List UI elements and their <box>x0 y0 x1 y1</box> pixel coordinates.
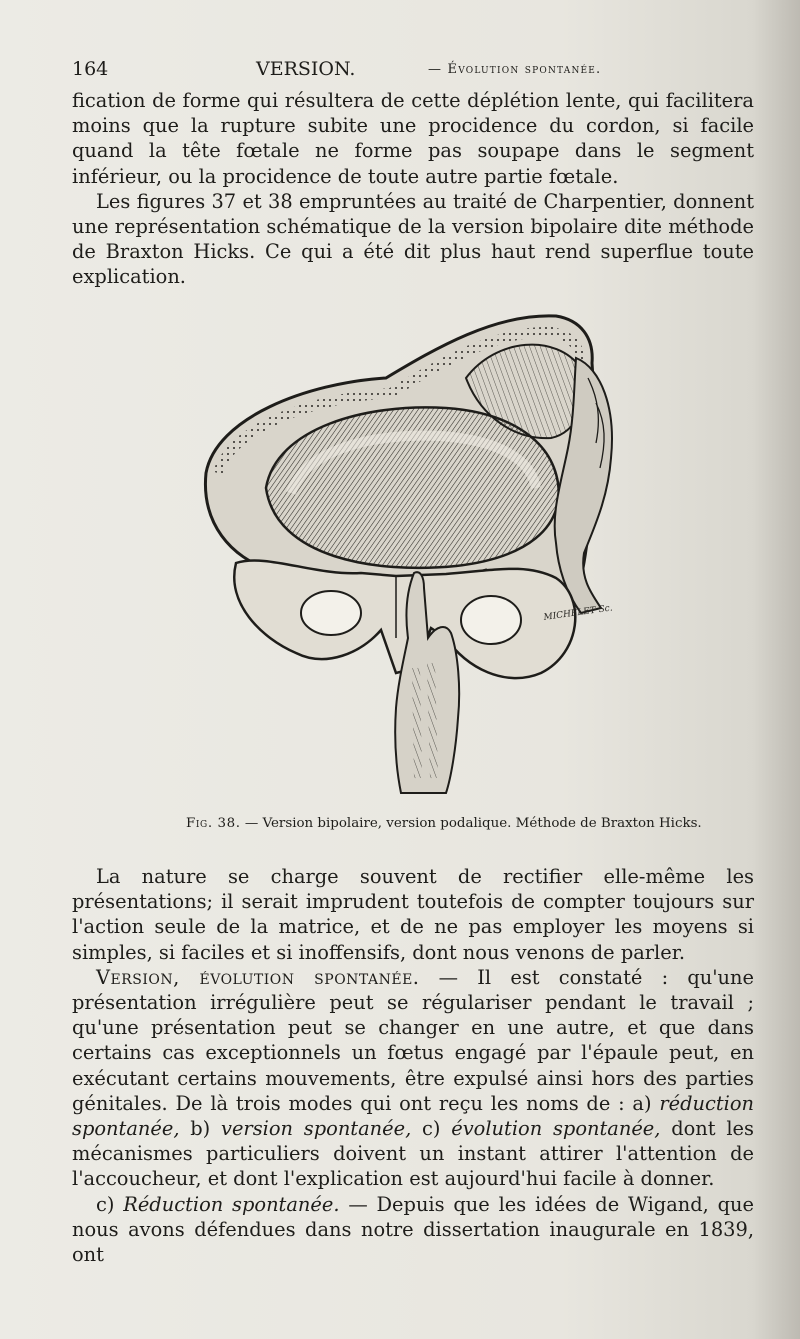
text-run: — Il est constaté : qu'une présentation irrégulière peut se régulariser pendant le travail ; qu'une présentation peut se changer en une autre, et que dans certains cas exceptionnels un fœtus engagé par l'épaule peut, en exécutant certains mouvements, être expulsé ainsi hors des parties génitales. De là trois modes qui ont reçu les noms de : a) <box>72 965 755 1115</box>
italic-term: version spontanée, <box>221 1117 412 1141</box>
text-run: c) <box>96 1192 124 1216</box>
paragraph-nature: La nature se charge souvent de rectifier elle-même les présentations; il serait imprudent toutefois de compter toujours sur l'action seule de la matrice, et de ne pas employer les moyens si simples, si faciles et si inoffensifs, dont nous venons de parler. <box>72 865 754 964</box>
paragraph-version-spontanee <box>72 965 754 1192</box>
text-block-bottom <box>72 864 754 1267</box>
paragraph-continuation: fication de forme qui résultera de cette déplétion lente, qui facilitera moins que la rupture subite une procidence du cordon, si facile quand la tête fœtale ne forme pas soupape dans le segment inférieur, ou la procidence de toute autre partie fœtale. <box>72 89 754 188</box>
text-run: dont les mécanismes particuliers doivent un instant attirer l'attention de l'accoucheur, et dont l'explication est aujourd'hui facile à donner. <box>72 1117 754 1191</box>
running-title: VERSION. <box>256 58 356 80</box>
paragraph-reduction-spontanee <box>72 1192 754 1268</box>
section-heading: Version, évolution spontanée. <box>96 965 420 989</box>
page-number: 164 <box>72 58 109 80</box>
text-run: — Depuis que les idées de Wigand, que nous avons défendues dans notre dissertation inaugurale en 1839, ont <box>72 1192 755 1267</box>
text-run: b) <box>179 1117 221 1141</box>
running-subtitle: — Évolution spontanée. <box>428 62 602 77</box>
figure-caption <box>186 816 706 831</box>
italic-term: évolution spontanée, <box>451 1117 661 1141</box>
figure-label: Fig. 38. <box>186 816 241 831</box>
text-run: c) <box>411 1117 452 1141</box>
text-block-top <box>72 88 754 290</box>
engraver-signature: MICHELET Sc. <box>543 603 614 623</box>
paragraph-figures-reference: Les figures 37 et 38 empruntées au traité de Charpentier, donnent une représentation schématique de la version bipolaire dite méthode de Braxton Hicks. Ce qui a été dit plus haut rend superflue toute explication. <box>72 189 754 289</box>
engraving-pelvis-illustration <box>196 308 626 796</box>
italic-term: réduction spontanée, <box>72 1091 754 1141</box>
figure-caption-text: — Version bipolaire, version podalique. Méthode de Braxton Hicks. <box>244 816 702 831</box>
italic-term: Réduction spontanée. <box>123 1192 340 1216</box>
running-header <box>72 58 762 88</box>
